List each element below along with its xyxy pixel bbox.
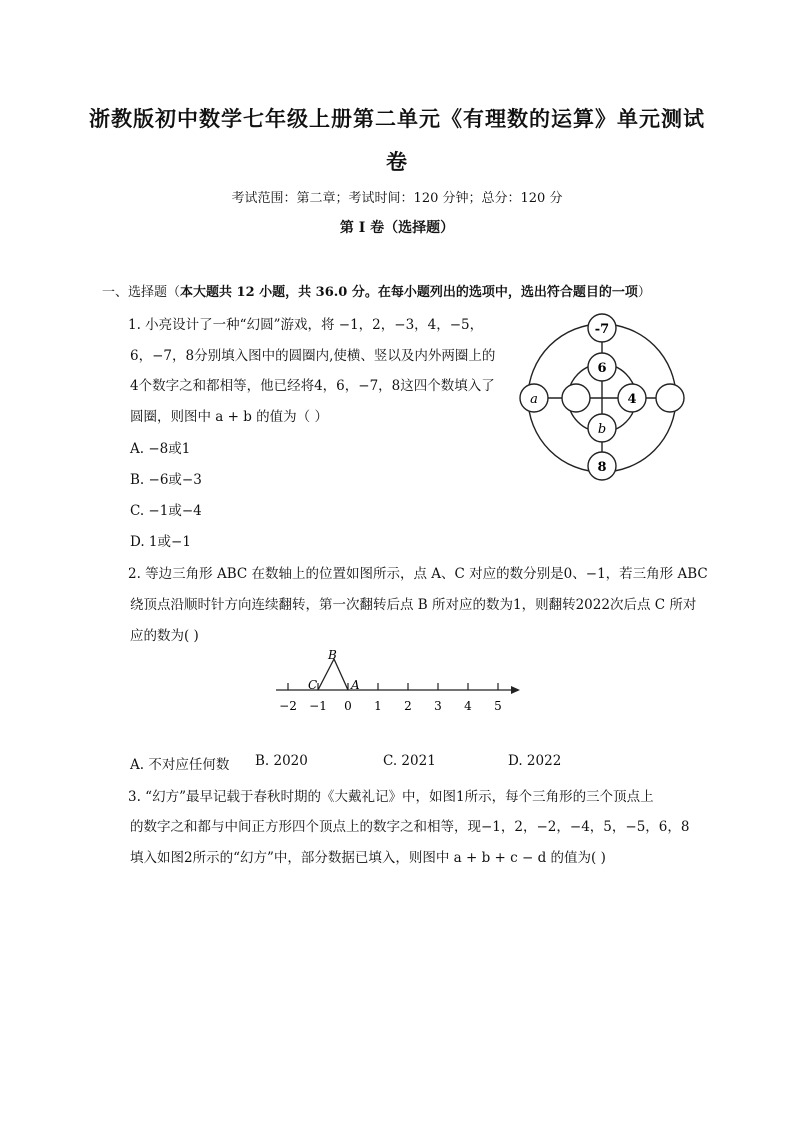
q1-option-c: C. −1或−4 (130, 503, 202, 519)
node-right-outer (656, 384, 684, 412)
q1-text-line: 圆圈，则图中 a + b 的值为（ ） (130, 409, 328, 425)
part-heading: 第 I 卷（选择题） (339, 220, 455, 236)
axis-tick-label: 2 (404, 699, 412, 713)
triangle-abc (318, 659, 348, 690)
magic-circle-figure (512, 310, 692, 482)
document-title-continued: 卷 (386, 149, 408, 174)
axis-arrow (511, 686, 520, 694)
q3-text-line: 3. “幻方”最早记载于春秋时期的《大戴礼记》中，如图1所示，每个三角形的三个顶点上 (128, 789, 654, 805)
label-b: b (597, 422, 607, 437)
exam-info: 考试范围：第二章；考试时间：120 分钟；总分：120 分 (231, 191, 563, 206)
q1-option-b: B. −6或−3 (130, 472, 202, 488)
axis-tick-label: −1 (309, 699, 327, 713)
axis-tick-label: 4 (464, 699, 472, 713)
q3-text-line: 填入如图2所示的“幻方”中，部分数据已填入，则图中 a + b + c − d 的值为( ) (130, 850, 606, 866)
axis-tick-label: −2 (279, 699, 297, 713)
q2-text-line: 绕顶点沿顺时针方向连续翻转，第一次翻转后点 B 所对应的数为1，则翻转2022次后点 C 所对 (130, 597, 697, 613)
q1-text-line: 6，−7，8分别填入图中的圆圈内,使横、竖以及内外两圈上的 (130, 348, 496, 364)
number-line-figure (268, 645, 528, 717)
axis-tick-label: 3 (434, 699, 442, 713)
section-suffix: ） (637, 285, 651, 300)
section-heading (102, 281, 651, 300)
axis-tick-label: 1 (374, 699, 382, 713)
q2-text-line: 2. 等边三角形 ABC 在数轴上的位置如图所示，点 A、C 对应的数分别是0、−1，若三角形 ABC (128, 566, 708, 582)
q2-option-a: A. 不对应任何数 (130, 757, 230, 773)
q2-option-d: D. 2022 (508, 753, 562, 769)
q2-option-b: B. 2020 (255, 753, 308, 769)
q1-option-d: D. 1或−1 (130, 534, 191, 550)
section-description: 本大题共 12 小题，共 36.0 分。在每小题列出的选项中，选出符合题目的一项 (180, 285, 638, 300)
point-b-label: B (328, 648, 337, 662)
label-top-inner: 6 (597, 361, 607, 376)
q1-option-a: A. −8或1 (130, 441, 191, 457)
section-prefix: 一、选择题（ (102, 285, 181, 300)
label-a: a (530, 392, 538, 407)
point-c-label: C (308, 678, 318, 692)
q2-option-c: C. 2021 (383, 753, 436, 769)
node-left-inner (562, 384, 590, 412)
q2-text-line: 应的数为( ) (130, 628, 199, 644)
axis-tick-label: 0 (344, 699, 352, 713)
label-bottom-outer: 8 (597, 460, 607, 475)
q3-text-line: 的数字之和都与中间正方形四个顶点上的数字之和相等，现−1，2，−2，−4，5，−5，6，8 (130, 819, 690, 835)
point-a-label: A (351, 678, 360, 692)
label-right-inner: 4 (627, 392, 637, 407)
q1-text-line: 4个数字之和都相等，他已经将4，6，−7，8这四个数填入了 (130, 378, 495, 394)
q1-text-line: 1. 小亮设计了一种“幻圆”游戏，将 −1，2，−3，4，−5， (128, 317, 484, 333)
label-top-outer: -7 (594, 322, 610, 337)
axis-tick-label: 5 (494, 699, 502, 713)
document-title: 浙教版初中数学七年级上册第二单元《有理数的运算》单元测试 (89, 106, 705, 131)
